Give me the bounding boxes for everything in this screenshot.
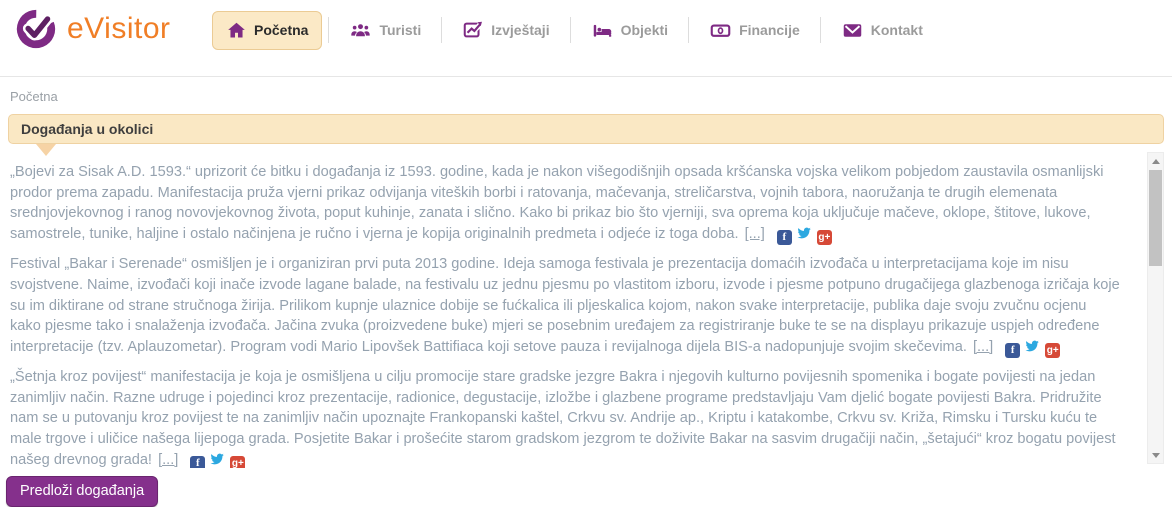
nav-tab-label: Turisti: [379, 22, 422, 38]
objects-bed-icon: [591, 20, 614, 41]
facebook-icon[interactable]: [190, 456, 205, 468]
logo-wordmark: eVisitor: [67, 12, 171, 45]
nav-tab-label: Izvještaji: [491, 22, 550, 38]
nav-divider: [570, 17, 571, 43]
nav-tab-financije[interactable]: [695, 11, 814, 50]
events-scroll-area: [2, 150, 1164, 468]
event-text: Festival „Bakar i Serenade“ osmišljen je i organiziran prvi puta 2013 godine. Ideja samoga festivala je prezentacija domaćih izvođača u interpretacijama koje im nisu svojstvene. Naime, izvođači koji inače izvode lagane balade, na festivalu uz jednu pjesmu po vlastitom izboru, izvode i pjesme potpuno drugačijega glazbenoga izričaja koje su im diktirane od strane stručnoga žirija. Prilikom kupnje ulaznice dobije se fućkalica ili pljeskalica kojom, nakon svake interpretacije, publika daje svoju zvučnu ocjenu kako pjesme tako i snalaženja izvođača. Jačina zvuka (proizvedene buke) mjeri se posebnim uređajem za registriranje buke te se na displayu prikazuje uspjeh određene interpretacije (tzv. Aplauzometar). Program vodi Mario Lipovšek Battifiaca koji setove pauza i revijalnoga dijela BIS-a nadopunjuje svojim skečevima.: [10, 256, 1120, 356]
nav-divider: [441, 17, 442, 43]
main-nav: [212, 10, 937, 50]
app-header: [0, 0, 1172, 77]
nav-divider: [688, 17, 689, 43]
nav-tab-pocetna[interactable]: [212, 11, 322, 50]
event-text: „Bojevi za Sisak A.D. 1593.“ uprizorit će bitku i događanja iz 1593. godine, kada je nakon višegodišnjih opsada kršćanska vojska velikom pobjedom zaustavila osmanlijski prodor prema zapadu. Manifestacija pruža vjerni prikaz odvijanja viteških borbi i ratovanja, mačevanja, streličarstva, vojnih tabora, naoružanja te drugih elemenata srednjovjekovnog i ranog novovjekovnog života, poput kuhinje, zanata i slično. Kako bi prikaz bio što vjerniji, sva oprema koja uključuje mačeve, oklope, štitove, lukove, samostrele, tunike, haljine i ostalo načinjena je ručno i vjerna je kopija originalnih predmeta i odjeće iz toga doba.: [10, 164, 1104, 243]
home-icon: [226, 20, 247, 41]
nav-divider: [820, 17, 821, 43]
tourists-people-icon: [349, 20, 372, 41]
nav-tab-label: Kontakt: [870, 22, 923, 38]
reports-chart-icon: [462, 19, 484, 41]
twitter-icon[interactable]: [1024, 338, 1041, 353]
google-plus-icon[interactable]: [1045, 343, 1060, 358]
scroll-down-arrow[interactable]: [1148, 447, 1163, 463]
evisitor-check-logo-icon: [14, 7, 58, 51]
event-item: [10, 162, 1120, 245]
google-plus-icon[interactable]: [230, 456, 245, 468]
contact-envelope-icon: [841, 20, 864, 41]
nav-tab-objekti[interactable]: [577, 11, 682, 50]
twitter-icon[interactable]: [209, 451, 226, 466]
nav-divider: [328, 17, 329, 43]
evisitor-logo[interactable]: [14, 7, 196, 51]
read-more-link[interactable]: [...]: [972, 339, 994, 356]
nav-tab-label: Financije: [739, 22, 800, 38]
scrollbar-thumb[interactable]: [1149, 170, 1162, 266]
event-social-links: [1001, 339, 1060, 355]
event-item: [10, 367, 1120, 468]
vertical-scrollbar[interactable]: [1147, 152, 1164, 464]
event-social-links: [773, 226, 832, 242]
twitter-icon[interactable]: [796, 225, 813, 240]
google-plus-icon[interactable]: [817, 230, 832, 245]
scroll-up-arrow[interactable]: [1148, 153, 1163, 169]
events-list: [2, 150, 1164, 468]
suggest-events-button[interactable]: Predloži događanja: [6, 476, 158, 507]
nav-tab-izvjestaji[interactable]: [448, 10, 563, 50]
read-more-link[interactable]: [...]: [744, 226, 765, 243]
facebook-icon[interactable]: [1005, 343, 1020, 358]
event-text: „Šetnja kroz povijest“ manifestacija je koja je osmišljena u cilju promocije stare gradske jezgre Bakra i njegovih kulturno povijesnih spomenika i bogate povijesti na jedan zanimljiv način. Razne udruge i pojedinci kroz prezentacije, radionice, degustacije, izložbe i glazbene programe predstavljaju Vam djelić bogate povijesti Bakra. Pridružite nam se u putovanju kroz povijest te na zanimljiv način upoznajte Frankopanski kaštel, Crkvu sv. Andrije ap., Kriptu i katakombe, Crkvu sv. Križa, Rimsku i Tursku kuću te male trgove i uličice našega lijepoga grada. Posjetite Bakar i prošećite starom gradskom jezgrom te doživite Bakar na sasvim drugačiji način, „šetajući“ kroz bogatu povijest našeg drevnog grada!: [10, 369, 1116, 468]
nav-tab-turisti[interactable]: [335, 11, 435, 50]
nav-tab-label: Početna: [254, 22, 309, 38]
panel-title-bar: [8, 114, 1164, 144]
read-more-link[interactable]: [...]: [158, 451, 179, 468]
event-item: [10, 254, 1120, 358]
breadcrumb: Početna: [10, 89, 58, 104]
panel-title: Događanja u okolici: [21, 121, 154, 137]
nav-tab-label: Objekti: [620, 22, 669, 38]
event-social-links: [186, 452, 245, 468]
finances-banknote-icon: [709, 20, 732, 41]
facebook-icon[interactable]: [777, 230, 792, 245]
nav-tab-kontakt[interactable]: [827, 11, 937, 50]
